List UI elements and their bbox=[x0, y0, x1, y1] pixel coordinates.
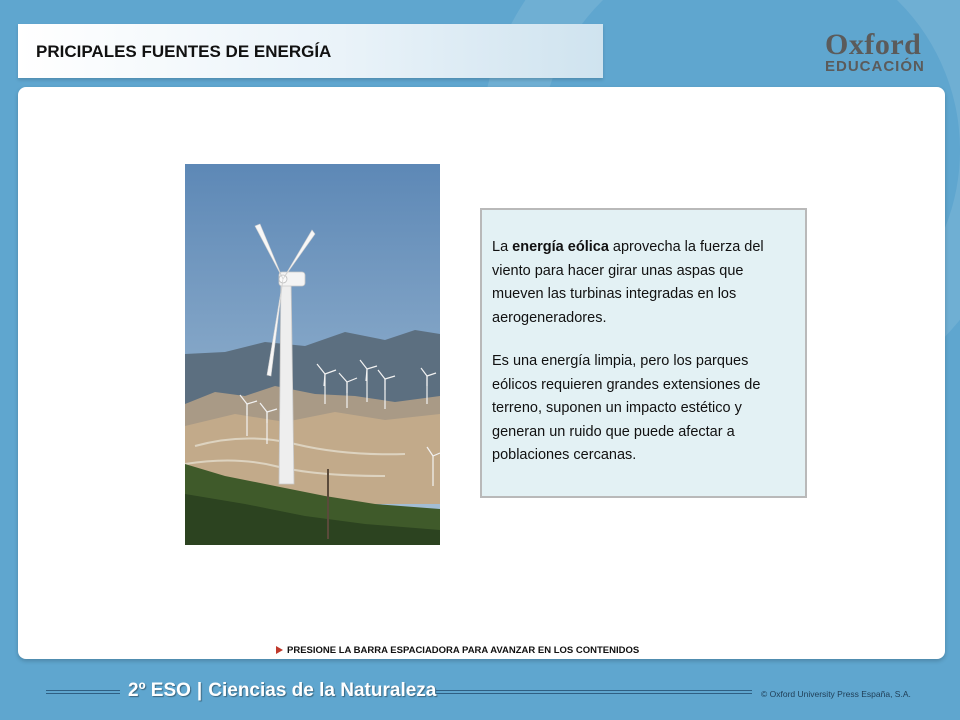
footer-divider-right bbox=[436, 690, 752, 694]
wind-turbine-photo bbox=[185, 164, 440, 545]
wind-energy-definition bbox=[492, 236, 787, 330]
wind-energy-impact: Es una energía limpia, pero los parques eólicos requieren grandes extensiones de terreno, suponen un impacto estético y generan un ruido que puede afectar a poblaciones cercanas. bbox=[492, 353, 761, 463]
oxford-logo-subtext: EDUCACIÓN bbox=[825, 58, 925, 75]
play-arrow-icon bbox=[276, 646, 283, 654]
oxford-logo: Oxford bbox=[825, 28, 922, 61]
course-label bbox=[128, 680, 436, 702]
page-title: PRICIPALES FUENTES DE ENERGÍA bbox=[36, 42, 332, 61]
para1-body: aprovecha la fuerza del viento para hacer girar unas aspas que mueven las turbinas integradas en los aerogeneradores. bbox=[492, 239, 764, 326]
info-text-box bbox=[480, 208, 807, 498]
advance-hint-text: PRESIONE LA BARRA ESPACIADORA PARA AVANZAR EN LOS CONTENIDOS bbox=[287, 645, 640, 656]
course-separator: | bbox=[196, 680, 203, 701]
para1-highlight: energía eólica bbox=[512, 239, 609, 255]
para1-lead: La bbox=[492, 239, 513, 255]
advance-hint bbox=[276, 645, 639, 656]
copyright-notice: © Oxford University Press España, S.A. bbox=[761, 689, 911, 699]
course-name: Ciencias de la Naturaleza bbox=[208, 680, 437, 701]
footer-divider-left bbox=[46, 690, 120, 694]
course-number: 2º ESO bbox=[128, 680, 191, 701]
